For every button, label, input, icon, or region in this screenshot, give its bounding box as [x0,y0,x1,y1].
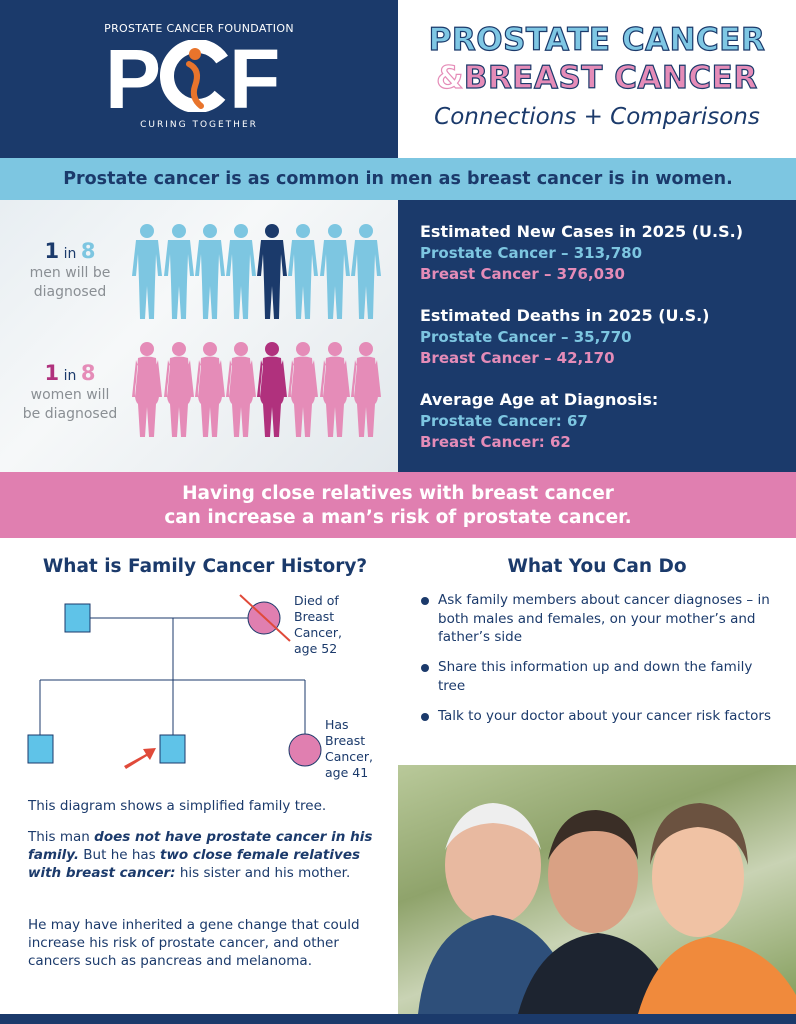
woman-figure-icon [257,342,287,437]
action-item-2: Share this information up and down the family tree [438,659,753,694]
mother-label-l4: age 52 [294,641,338,656]
woman-figure-icon [288,342,318,437]
man-figure-icon [164,224,194,319]
man-figure-icon [351,224,381,319]
risk-banner-line1: Having close relatives with breast cancer [182,483,614,504]
brother-square [28,735,53,763]
mother-label-l3: Cancer, [294,625,342,640]
bullet-icon [421,597,429,605]
women-ratio-line2: be diagnosed [22,406,118,422]
title-breast-cancer: BREAST CANCER [463,60,758,96]
age-breast: Breast Cancer: 62 [420,433,571,451]
sister-label-l1: Has [325,717,349,732]
risk-banner-line2: can increase a man’s risk of prostate cancer. [164,507,632,528]
pointer-arrow-icon [124,748,156,769]
woman-figure-icon [351,342,381,437]
diagram-caption: This diagram shows a simplified family tree. [28,798,327,814]
action-item-3: Talk to your doctor about your cancer risk factors [438,708,772,724]
men-ratio-num: 1 [44,239,60,263]
title-line-1: PROSTATE CANCER [428,22,766,58]
sister-label-l4: age 41 [325,765,369,780]
woman-figure-icon [195,342,225,437]
sister-label-l2: Breast [325,733,366,748]
man-figure-icon [195,224,225,319]
stats-panel [398,200,796,472]
p2-e: his sister and his mother. [175,865,351,881]
women-ratio-den: 8 [80,361,96,385]
new-cases-heading: Estimated New Cases in 2025 (U.S.) [420,222,744,241]
deaths-breast: Breast Cancer – 42,170 [420,349,615,367]
deaths-heading: Estimated Deaths in 2025 (U.S.) [420,306,710,325]
woman-figure-icon [164,342,194,437]
woman-figure-icon [320,342,350,437]
subtitle: Connections + Comparisons [434,104,760,130]
org-name: PROSTATE CANCER FOUNDATION [104,22,294,35]
family-history-heading: What is Family Cancer History? [42,556,368,577]
family-photo [398,765,796,1014]
mother-label-l2: Breast [294,609,335,624]
sister-label-l3: Cancer, [325,749,373,764]
logo-figure-head [189,48,201,60]
men-ratio-line2: diagnosed [33,284,107,300]
woman-figure-icon [226,342,256,437]
men-ratio-den: 8 [80,239,96,263]
mother-label-l1: Died of [294,593,339,608]
sister-circle [289,734,321,766]
logo-letter-p: P [105,40,162,112]
man-description [28,828,373,882]
women-ratio-line1: women will [30,387,110,403]
p2-a: This man [28,829,95,845]
inherited-risk-text: He may have inherited a gene change that could increase his risk of prostate cancer, and other cancers such as pancreas and melanoma. [28,917,360,969]
tagline: CURING TOGETHER [140,120,258,130]
man-figure-icon [226,224,256,319]
age-prostate: Prostate Cancer: 67 [420,412,588,430]
action-item-1: Ask family members about cancer diagnoses – in both males and females, on your mother’s and father’s side [438,592,770,645]
p2-d: two close female relatives with breast cancer: [28,847,361,881]
sister-label [325,717,373,781]
son-shirt [638,937,796,1014]
new-cases-breast: Breast Cancer – 376,030 [420,265,625,283]
what-you-can-do-heading: What You Can Do [507,556,687,577]
p2-b: does not have prostate cancer in his family. [28,829,373,863]
title-ampersand: & [436,60,464,96]
logo-letter-f: F [229,40,281,112]
woman-figure-icon [132,342,162,437]
man-figure-icon [257,224,287,319]
bullet-icon [421,713,429,721]
pcf-logo [105,40,290,112]
risk-banner [0,472,796,538]
new-cases-prostate: Prostate Cancer – 313,780 [420,244,643,262]
people-figures [0,200,398,472]
title-line-2 [398,60,796,96]
common-cancer-banner: Prostate cancer is as common in men as breast cancer is in women. [0,158,796,200]
deaths-prostate: Prostate Cancer – 35,770 [420,328,632,346]
figures-panel [0,200,398,472]
women-ratio-in: in [63,368,77,384]
p2-c: But he has [79,847,160,863]
man-square [160,735,185,763]
age-heading: Average Age at Diagnosis: [420,390,659,409]
women-ratio-num: 1 [44,361,60,385]
men-ratio-line1: men will be [29,265,111,281]
bullet-icon [421,664,429,672]
footer-bar [0,1014,796,1024]
man-figure-icon [320,224,350,319]
mother-label [294,593,342,657]
man-figure-icon [132,224,162,319]
three-generations-illustration [398,765,796,1014]
man-figure-icon [288,224,318,319]
father-square [65,604,90,632]
men-ratio-in: in [63,246,77,262]
